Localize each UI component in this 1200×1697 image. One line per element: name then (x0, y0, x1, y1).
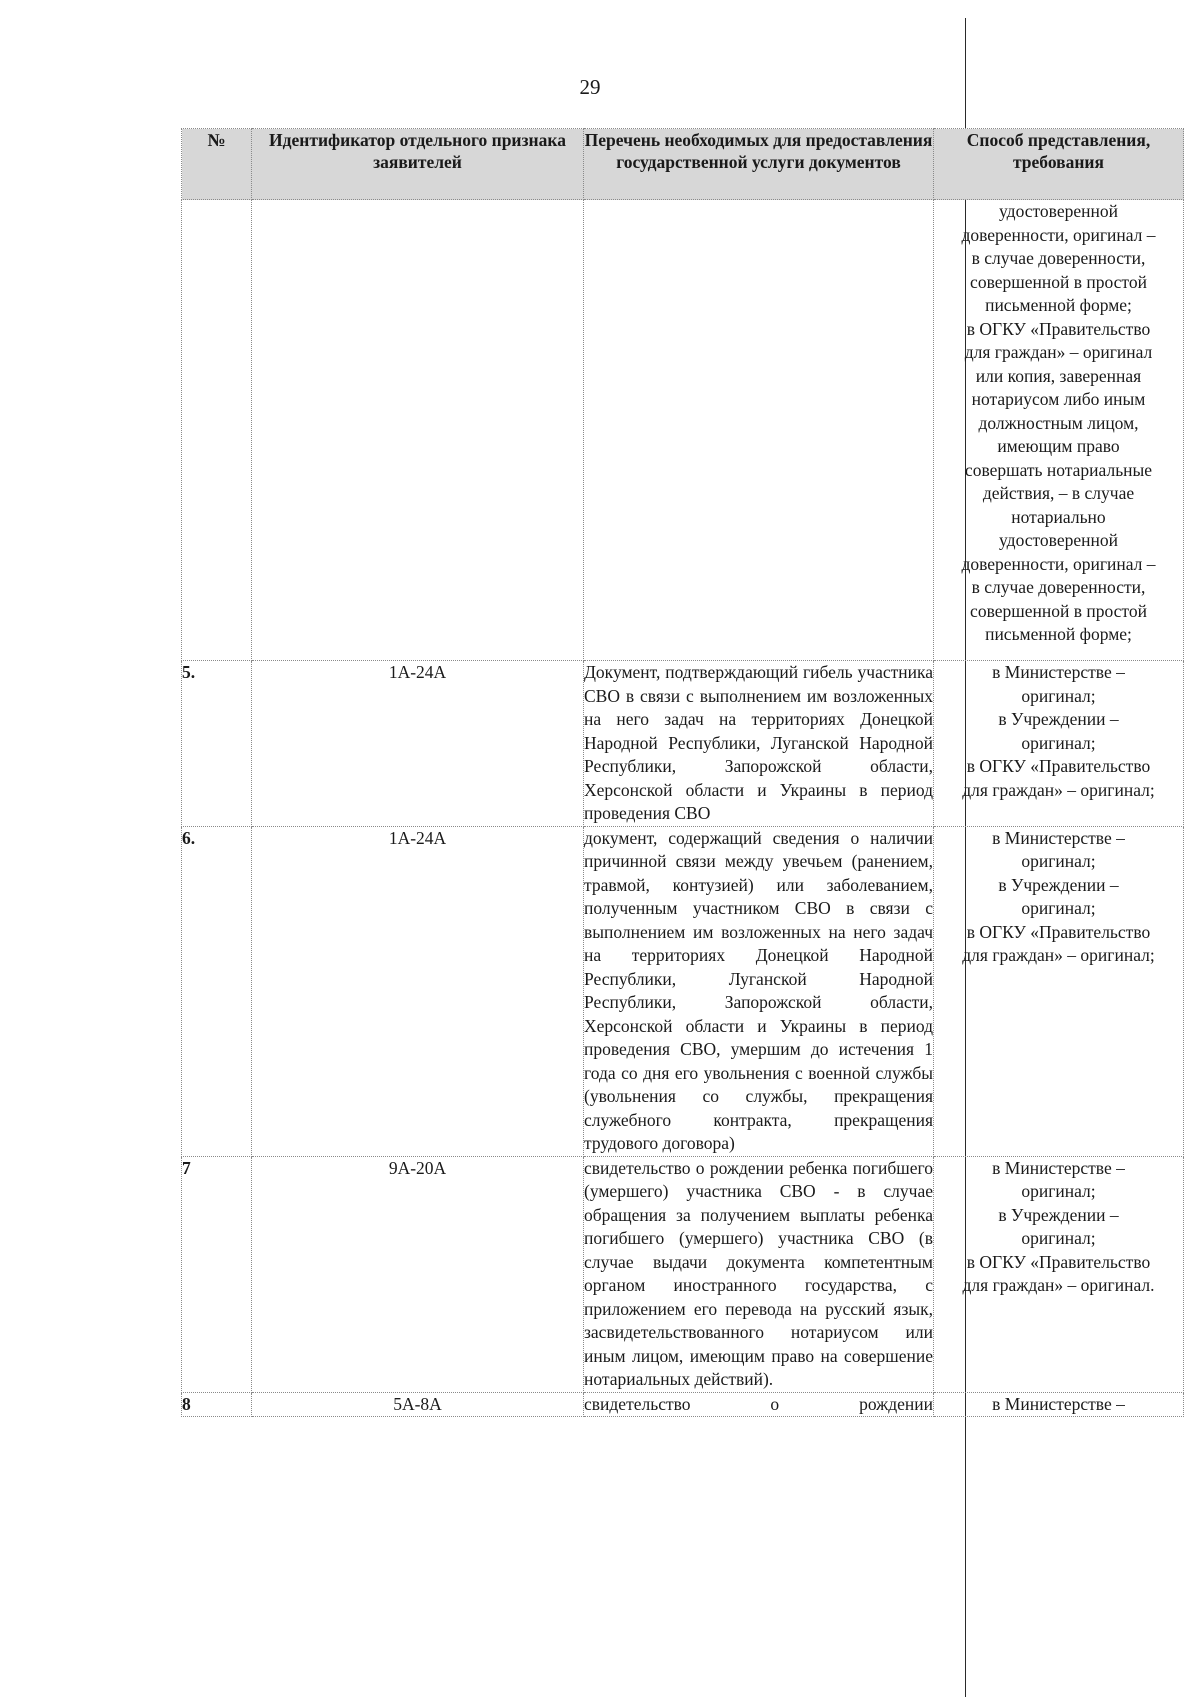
method-line: доверенности, оригинал – (961, 224, 1156, 245)
cell-num: 6. (182, 826, 252, 1156)
cell-method (934, 661, 1184, 827)
method-line: в Министерстве – (992, 827, 1125, 848)
cell-documents: документ, содержащий сведения о наличии причинной связи между увечьем (ранением, травмой, контузией) или заболеванием, полученным участником СВО в связи с выполнением им возложенных на него задач на территориях Донецкой Народной Республики, Луганской Народной Республики, Запорожской области, Херсонской области и Украины в период проведения СВО, умершим до истечения 1 года со дня его увольнения с военной службы (увольнения со службы, прекращения служебного контракта, прекращения трудового договора) (584, 826, 934, 1156)
method-line: доверенности, оригинал – (961, 553, 1156, 574)
method-line: удостоверенной (999, 530, 1118, 550)
method-line: для граждан» – оригинал; (962, 945, 1155, 965)
method-line: письменной форме; (985, 624, 1132, 644)
method-line: в Учреждении – (998, 1204, 1119, 1225)
method-line: удостоверенной (999, 201, 1118, 221)
header-num: № (182, 129, 252, 200)
table-row (182, 826, 1184, 1156)
cell-identifier: 1А-24А (252, 826, 584, 1156)
cell-identifier (252, 200, 584, 661)
cell-identifier: 9А-20А (252, 1156, 584, 1392)
cell-identifier: 1А-24А (252, 661, 584, 827)
method-line: оригинал; (1021, 851, 1096, 871)
method-line: для граждан» – оригинал. (962, 1275, 1155, 1295)
header-documents: Перечень необходимых для предоставления государственной услуги документов (584, 129, 934, 200)
documents-table (181, 128, 1184, 1417)
header-identifier: Идентификатор отдельного признака заявителей (252, 129, 584, 200)
cell-identifier: 5А-8А (252, 1392, 584, 1417)
method-line: для граждан» – оригинал (964, 342, 1153, 362)
method-line: оригинал; (1021, 685, 1096, 706)
table-row (182, 661, 1184, 827)
method-line: совершенной в простой (970, 600, 1147, 621)
method-line: в случае доверенности, (971, 577, 1146, 597)
method-line: письменной форме; (985, 295, 1132, 315)
cell-method (934, 826, 1184, 1156)
cell-method (934, 200, 1184, 661)
table-row (182, 1156, 1184, 1392)
cell-documents: свидетельство о рождении ребенка погибшего (умершего) участника СВО - в случае обращения за получением выплаты ребенка погибшего (умершего) участника СВО (в случае выдачи документа компетентным органом иностранного государства, с приложением его перевода на русский язык, засвидетельствованного нотариусом или иным лицом, имеющим право на совершение нотариальных действий). (584, 1156, 934, 1392)
method-line: имеющим право (997, 436, 1120, 456)
method-line: в ОГКУ «Правительство (966, 921, 1151, 942)
cell-method (934, 1156, 1184, 1392)
page-number: 29 (579, 75, 601, 99)
method-line: в Учреждении – (998, 709, 1119, 729)
method-line: в Министерстве – (992, 1157, 1125, 1178)
method-line: оригинал; (1021, 732, 1096, 753)
cell-num: 7 (182, 1156, 252, 1392)
cell-num: 8 (182, 1392, 252, 1417)
method-line: действия, – в случае (982, 483, 1135, 503)
cell-documents: свидетельство о рождении (584, 1392, 934, 1417)
header-method: Способ представления, требования (934, 129, 1184, 200)
method-line: совершенной в простой (970, 271, 1147, 292)
method-line: оригинал; (1021, 1181, 1096, 1201)
method-line: в Министерстве – (992, 1393, 1125, 1414)
table-row-continued (182, 200, 1184, 661)
cell-method (934, 1392, 1184, 1417)
method-line: в Учреждении – (998, 874, 1119, 895)
method-line: в ОГКУ «Правительство (966, 756, 1151, 776)
cell-num: 5. (182, 661, 252, 827)
method-line: нотариально (1011, 506, 1106, 527)
table-header-row (182, 129, 1184, 200)
cell-num (182, 200, 252, 661)
method-line: нотариусом либо иным (971, 389, 1146, 409)
method-line: в Министерстве – (992, 662, 1125, 682)
method-line: или копия, заверенная (975, 365, 1142, 386)
method-line: в ОГКУ «Правительство (966, 318, 1151, 339)
method-line: должностным лицом, (978, 412, 1139, 433)
method-line: в ОГКУ «Правительство (966, 1251, 1151, 1272)
method-line: в случае доверенности, (971, 248, 1146, 268)
table-row (182, 1392, 1184, 1417)
cell-documents: Документ, подтверждающий гибель участника СВО в связи с выполнением им возложенных на него задач на территориях Донецкой Народной Республики, Луганской Народной Республики, Запорожской области, Херсонской области и Украины в период проведения СВО (584, 661, 934, 827)
method-line: совершать нотариальные (964, 459, 1153, 480)
method-line: оригинал; (1021, 898, 1096, 918)
method-line: оригинал; (1021, 1228, 1096, 1248)
method-line: для граждан» – оригинал; (962, 779, 1155, 800)
cell-documents (584, 200, 934, 661)
